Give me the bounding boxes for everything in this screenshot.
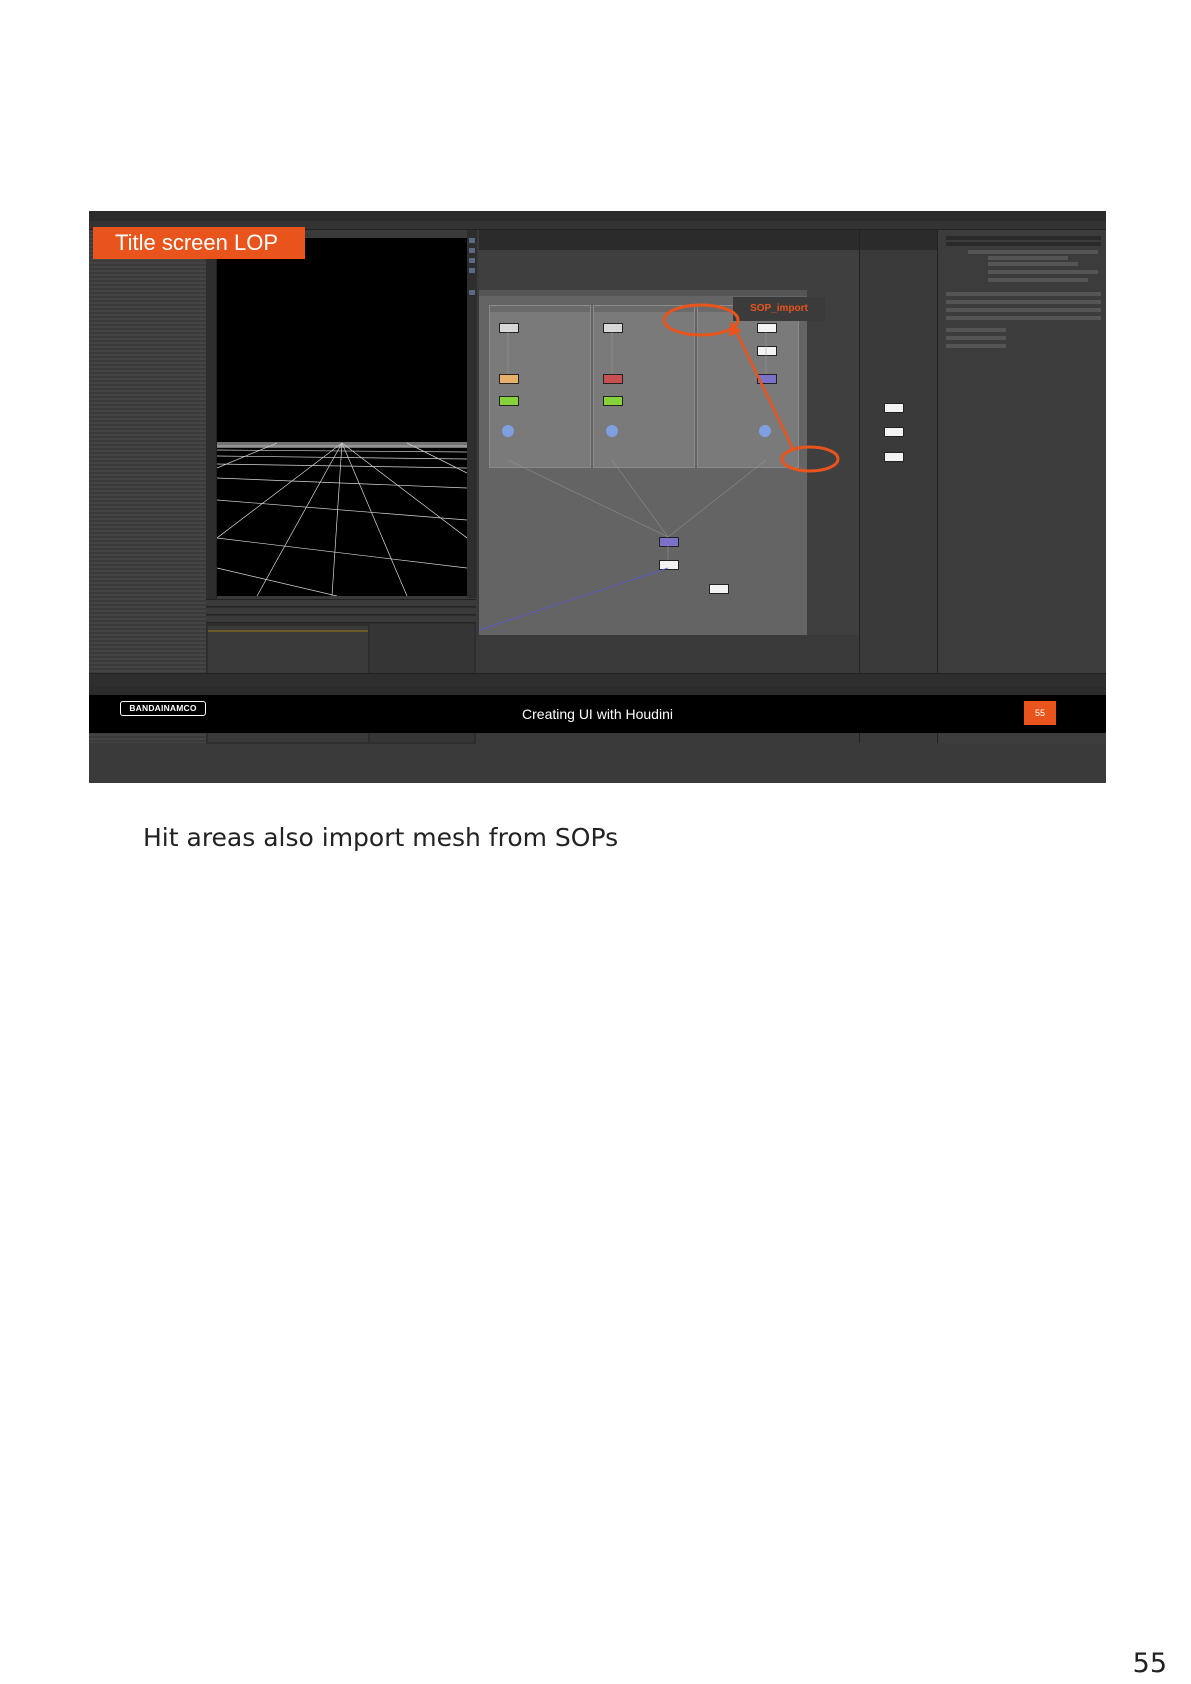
footer-slide-number: 55 bbox=[1024, 701, 1056, 725]
slide-screenshot bbox=[89, 211, 1106, 783]
bandainamco-logo: BANDAINAMCO bbox=[120, 701, 206, 716]
page-number: 55 bbox=[1132, 1648, 1167, 1679]
slide-footer bbox=[89, 695, 1106, 733]
sop-import-callout: SOP_import bbox=[733, 297, 825, 321]
title-screen-lop-label: Title screen LOP bbox=[93, 227, 305, 259]
slide-caption: Hit areas also import mesh from SOPs bbox=[143, 823, 619, 852]
footer-title: Creating UI with Houdini bbox=[522, 706, 673, 722]
